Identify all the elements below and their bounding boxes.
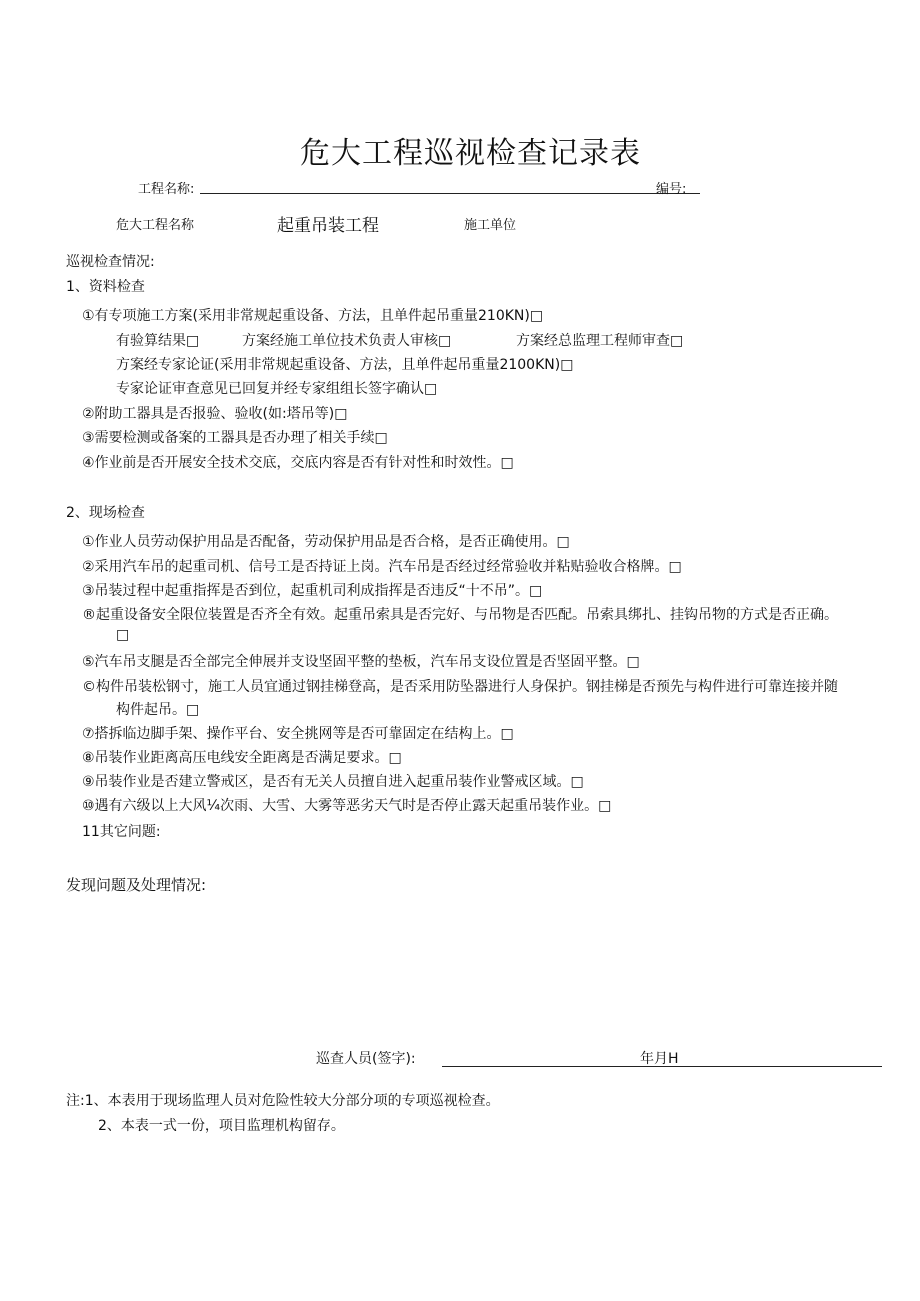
checklist-item: ⑧吊装作业距离高压电线安全距离是否满足要求。□ — [82, 750, 402, 766]
inspector-signature-label: 巡查人员(签字): — [316, 1051, 416, 1067]
note-line: 2、本表一式一份，项目监理机构留存。 — [98, 1118, 345, 1134]
checklist-item: ④作业前是否开展安全技术交底，交底内容是否有针对性和时效性。□ — [82, 455, 514, 471]
checklist-item: ⑨吊装作业是否建立警戒区，是否有无关人员擅自进入起重吊装作业警戒区域。□ — [82, 774, 584, 790]
checklist-item: ①作业人员劳动保护用品是否配备，劳动保护用品是否合格，是否正确使用。□ — [82, 534, 570, 550]
checklist-item: ①有专项施工方案(采用非常规起重设备、方法，且单件起吊重量210KN)□ — [82, 308, 544, 324]
checklist-item: 方案经施工单位技术负责人审核□ — [242, 333, 452, 349]
checklist-item: ②采用汽车吊的起重司机、信号工是否持证上岗。汽车吊是否经过经常验收并粘贴验收合格牌。□ — [82, 559, 682, 575]
checklist-item: ③吊装过程中起重指挥是否到位，起重机司利成指挥是否违反“十不吊”。□ — [82, 583, 543, 599]
checklist-item: 方案经专家论证(采用非常规起重设备、方法，且单件起吊重量2100KN)□ — [116, 357, 574, 373]
contractor-label: 施工单位 — [464, 218, 517, 233]
checklist-item: ®起重设备安全限位装置是否齐全有效。起重吊索具是否完好、与吊物是否匹配。吊索具绑扎、挂钩吊物的方式是否正确。 — [82, 607, 838, 623]
checklist-item: ⑦搭拆临边脚手架、操作平台、安全挑网等是否可靠固定在结构上。□ — [82, 726, 514, 742]
checklist-item: ©构件吊装松钢寸，施工人员宜通过钢挂梯登高，是否采用防坠器进行人身保护。钢挂梯是否预先与构件进行可靠连接并随 — [82, 679, 838, 695]
other-issues-label: 11其它问题: — [82, 824, 161, 840]
checklist-item: 专家论证审查意见已回复并经专家组组长签字确认□ — [116, 381, 438, 397]
checklist-item: ⑩遇有六级以上大风¼次雨、大雪、大雾等恶劣天气时是否停止露天起重吊装作业。□ — [82, 798, 612, 814]
page-title: 危大工程巡视检查记录表 — [300, 136, 641, 171]
findings-heading: 发现问题及处理情况: — [66, 876, 207, 894]
hazard-name-label: 危大工程名称 — [116, 218, 195, 233]
project-name-label: 工程名称: — [138, 182, 195, 197]
inspection-heading: 巡视检查情况: — [66, 254, 155, 270]
section2-heading: 2、现场检查 — [66, 505, 145, 521]
hazard-name-value: 起重吊装工程 — [277, 216, 379, 236]
checklist-item: ②附助工器具是否报验、验收(如:塔吊等)□ — [82, 406, 348, 422]
checklist-item: 构件起吊。□ — [116, 702, 200, 718]
checklist-item: 方案经总监理工程师审查□ — [516, 333, 684, 349]
project-name-underline — [200, 193, 700, 194]
checklist-item: □ — [116, 627, 130, 643]
checklist-item: 有验算结果□ — [116, 333, 200, 349]
checklist-item: ⑤汽车吊支腿是否全部完全伸展并支设坚固平整的垫板，汽车吊支设位置是否坚固平整。□ — [82, 654, 640, 670]
section1-heading: 1、资料检查 — [66, 279, 145, 295]
date-label: 年月H — [640, 1051, 679, 1067]
note-line: 注:1、本表用于现场监理人员对危险性较大分部分项的专项巡视检查。 — [66, 1093, 500, 1109]
checklist-item: ③需要检测或备案的工器具是否办理了相关手续□ — [82, 430, 388, 446]
code-label: 编号: — [656, 182, 687, 197]
